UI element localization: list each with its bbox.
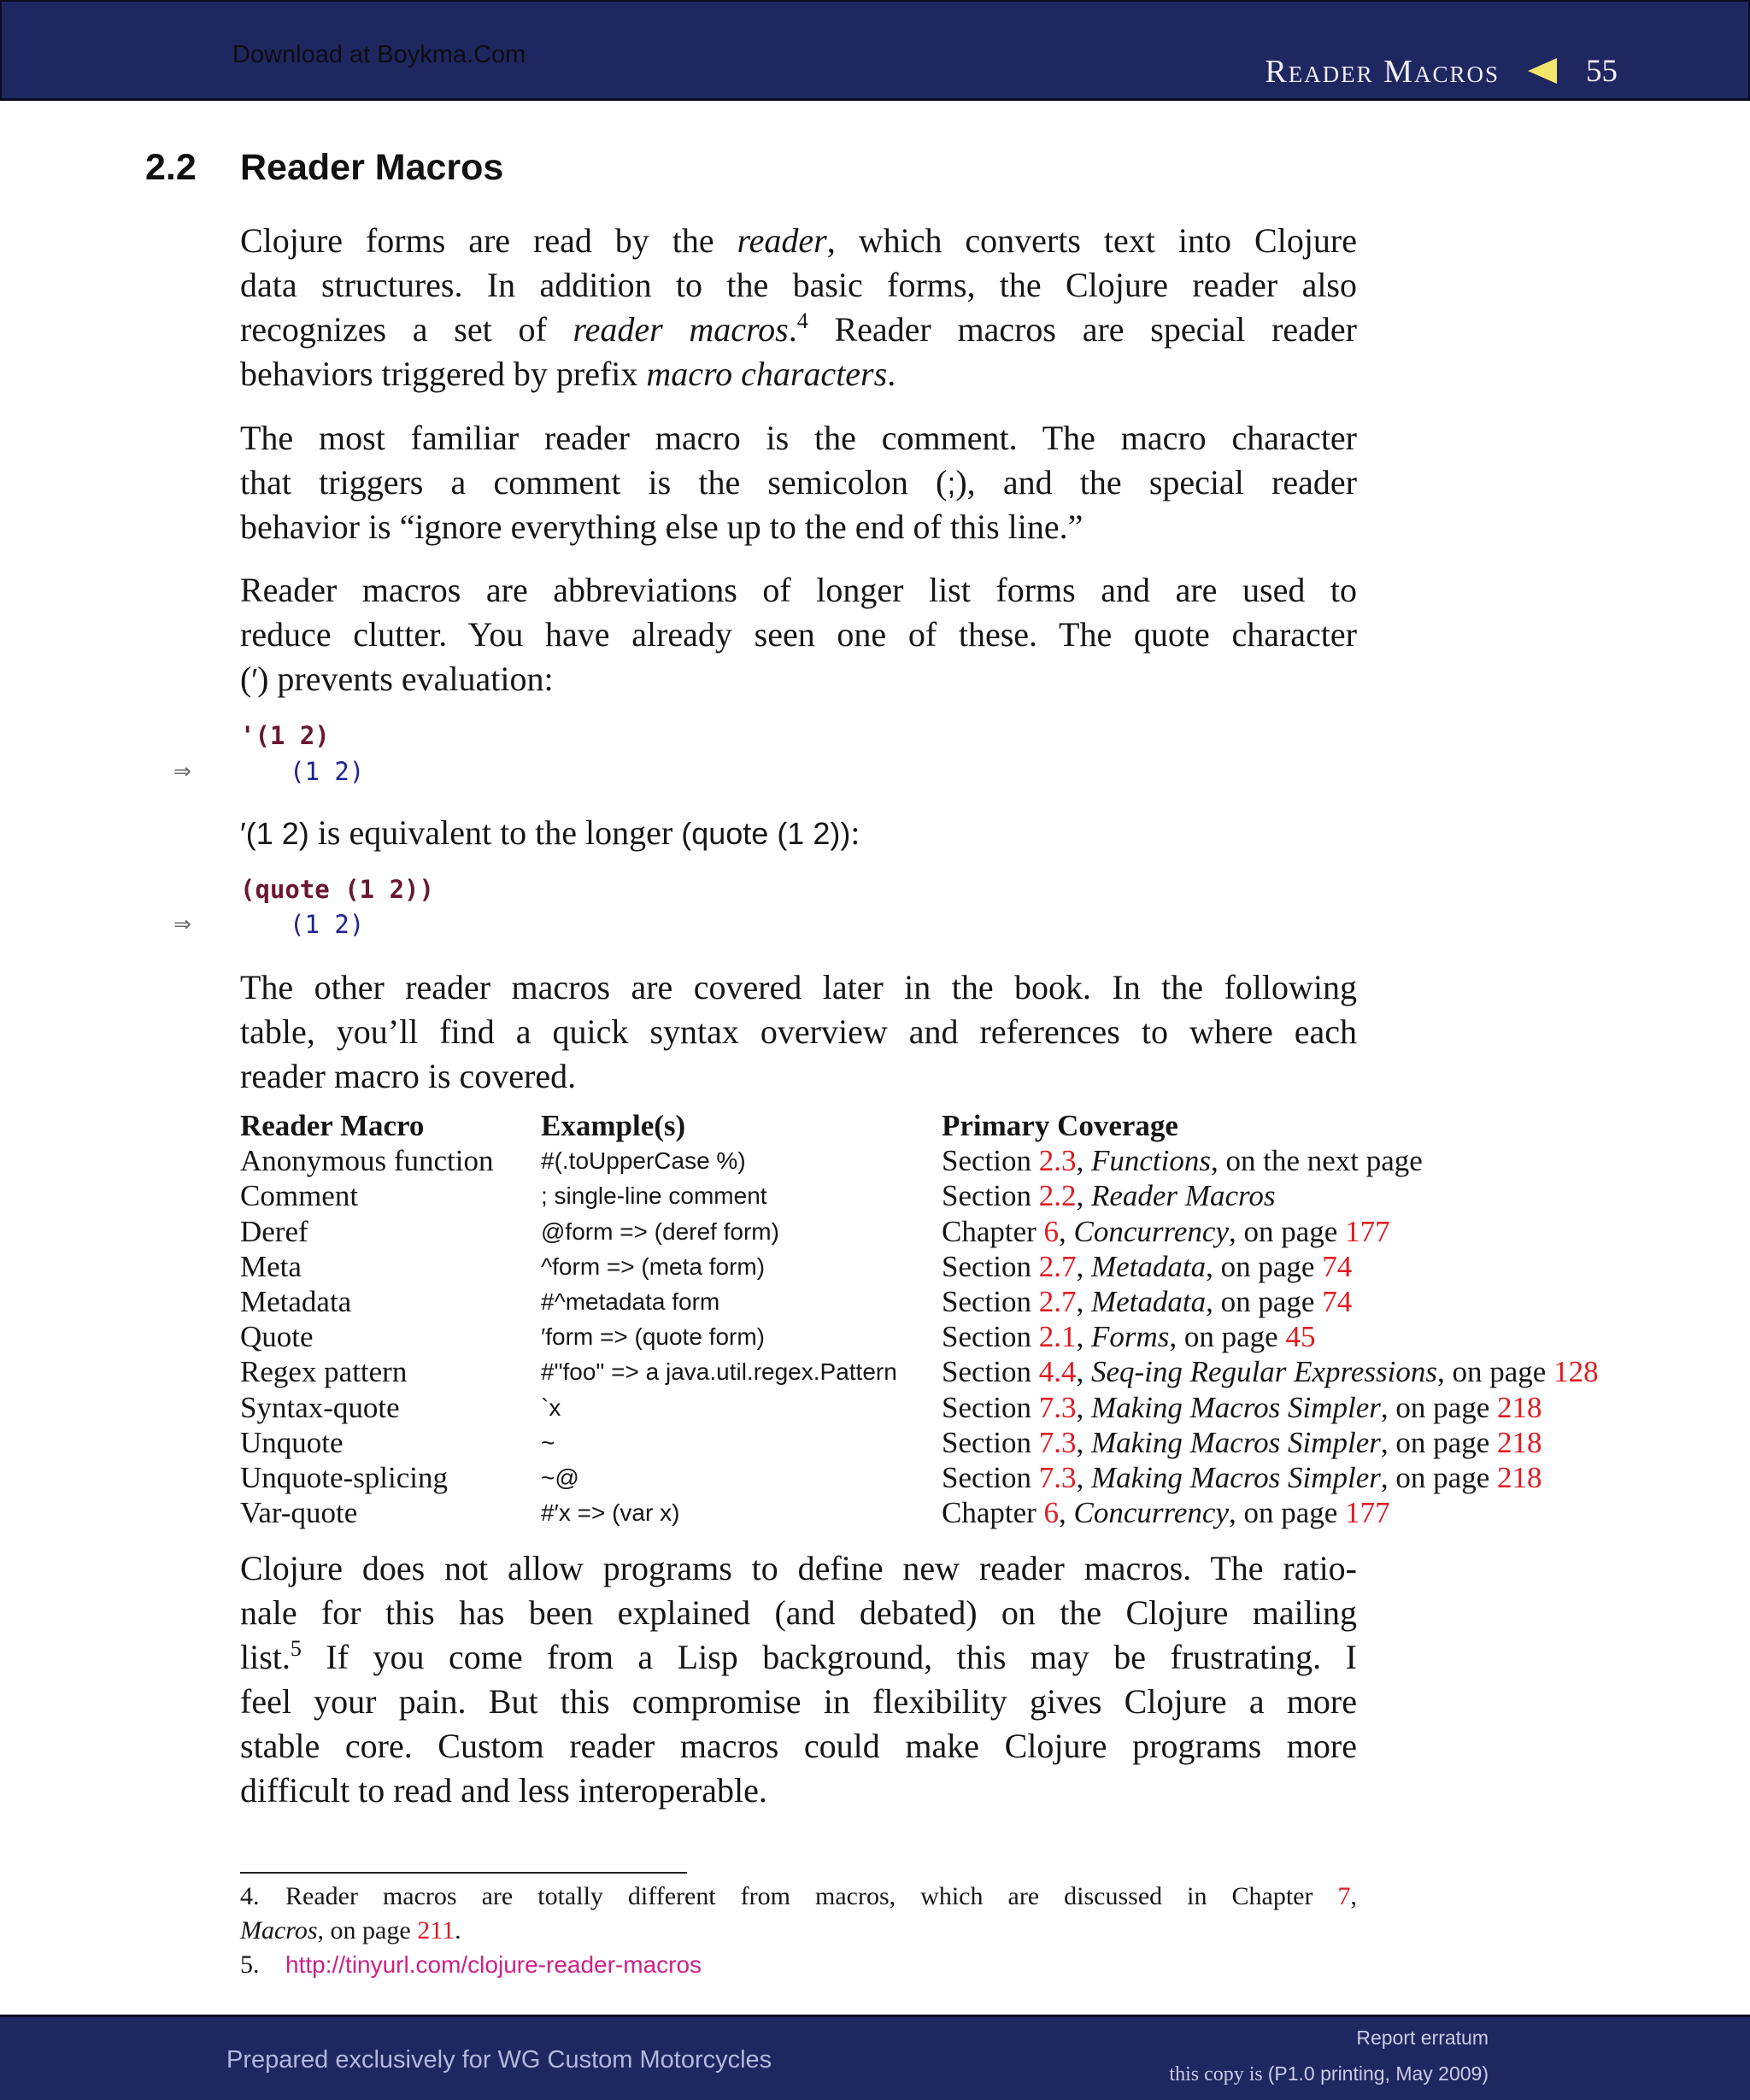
coverage-kind: Section: [942, 1355, 1039, 1389]
paragraph-line: [240, 965, 1357, 1010]
coverage-suffix: , on page: [1380, 1460, 1497, 1494]
text-segment: feel your pain. But this compromise in flexibility gives Clojure a more: [240, 1682, 1357, 1721]
footnote-reference: 4: [796, 308, 808, 333]
coverage-suffix: , on page: [1206, 1249, 1323, 1283]
reader-macro-table: [240, 1108, 1711, 1530]
text-segment: .: [788, 310, 797, 349]
coverage-suffix: , on page: [1380, 1425, 1497, 1459]
paragraph-line: [240, 1054, 1357, 1099]
table-row: [240, 1495, 1711, 1530]
text-segment: is equivalent to the longer: [308, 813, 682, 852]
coverage-separator: ,: [1076, 1249, 1091, 1283]
left-triangle-icon[interactable]: [1528, 58, 1557, 84]
text-segment: ) prevents evaluation:: [257, 660, 554, 698]
example-cell: ; single-line comment: [541, 1182, 767, 1210]
footnote-text: [285, 1880, 1357, 1914]
example-cell: ~@: [541, 1464, 579, 1491]
example-cell: #"foo" => a java.util.regex.Pattern: [541, 1358, 897, 1386]
coverage-title: Concurrency: [1073, 1214, 1229, 1248]
column-header-examples: Example(s): [541, 1109, 686, 1142]
coverage-title: Metadata: [1090, 1249, 1207, 1283]
inline-code: (quote (1 2)): [681, 816, 851, 851]
paragraph-no-custom-macros: [240, 1546, 1357, 1813]
paragraph-line: [240, 1680, 1357, 1724]
footnote-4-line: [240, 1880, 1357, 1914]
page-number-link[interactable]: 74: [1322, 1249, 1353, 1283]
coverage-suffix: , on page: [1228, 1214, 1346, 1248]
text-segment: reduce clutter. You have already seen one of these. The quote character: [240, 615, 1357, 654]
paragraph-line: [240, 416, 1357, 460]
coverage-cell: [942, 1178, 1711, 1213]
coverage-separator: ,: [1076, 1320, 1091, 1354]
coverage-kind: Section: [942, 1390, 1039, 1424]
copy-info-prefix: this copy is: [1169, 2063, 1268, 2085]
coverage-kind: Section: [942, 1249, 1039, 1283]
emphasis-text: macro characters: [646, 355, 888, 393]
text-segment: Clojure forms are read by the: [240, 221, 737, 260]
paragraph-reader-intro: [240, 219, 1357, 396]
chapter-number-link[interactable]: 6: [1043, 1496, 1060, 1530]
paragraph-line: [240, 613, 1357, 657]
coverage-suffix: , on page: [1228, 1496, 1346, 1530]
coverage-kind: Section: [942, 1460, 1039, 1494]
coverage-kind: Section: [942, 1179, 1039, 1213]
text-segment: behavior is “ignore everything else up to the end of this line.”: [240, 507, 1083, 546]
text-segment: The other reader macros are covered later in the book. In the following: [240, 968, 1357, 1006]
inline-code: ;: [947, 466, 956, 501]
text-segment: Reader macros are totally different from macros, which are discussed in Chapter: [285, 1882, 1338, 1910]
paragraph-line: [240, 263, 1357, 308]
example-cell: @form => (deref form): [541, 1217, 779, 1245]
paragraph-line: [240, 1591, 1357, 1635]
example-cell: ^form => (meta form): [541, 1252, 766, 1280]
example-cell: `x: [541, 1393, 561, 1421]
text-segment: ,: [1350, 1882, 1357, 1910]
coverage-cell: [942, 1284, 1711, 1319]
coverage-title: Forms: [1090, 1320, 1170, 1354]
coverage-title: Making Macros Simpler: [1090, 1460, 1381, 1494]
table-row: [240, 1354, 1711, 1389]
coverage-cell: [942, 1214, 1711, 1249]
text-segment: difficult to read and less interoperable.: [240, 1771, 767, 1810]
footnote-number: 5.: [240, 1950, 260, 1979]
emphasis-text: reader: [737, 221, 827, 260]
text-segment: nale for this has been explained (and debated) on the Clojure mailing: [240, 1593, 1357, 1632]
footnote-divider: [240, 1872, 687, 1874]
section-number-link[interactable]: 7.3: [1038, 1425, 1077, 1459]
section-number-link[interactable]: 2.1: [1038, 1320, 1077, 1354]
page-number-link[interactable]: 74: [1322, 1284, 1353, 1318]
coverage-cell: [942, 1495, 1711, 1530]
paragraph-table-intro: [240, 965, 1357, 1099]
table-row: [240, 1214, 1711, 1249]
page-number-link[interactable]: 218: [1497, 1390, 1542, 1424]
text-segment: data structures. In addition to the basic forms, the Clojure reader also: [240, 266, 1357, 304]
macro-name-cell: Quote: [240, 1320, 314, 1354]
paragraph-line: [240, 505, 1357, 549]
coverage-title: Reader Macros: [1090, 1179, 1276, 1213]
coverage-cell: [942, 1249, 1711, 1284]
paragraph-line: [240, 1546, 1357, 1591]
coverage-suffix: , on page: [1206, 1284, 1323, 1318]
section-number-link[interactable]: 4.4: [1038, 1355, 1077, 1389]
code-output: (1 2): [290, 757, 365, 786]
coverage-cell: [942, 1425, 1711, 1460]
macro-name-cell: Unquote-splicing: [240, 1460, 449, 1494]
text-segment: Reader macros are abbreviations of longer list forms and are used to: [240, 571, 1357, 609]
copy-info-printing: (P1.0 printing, May 2009): [1267, 2062, 1489, 2085]
table-row: [240, 1143, 1711, 1178]
coverage-kind: Section: [942, 1425, 1039, 1459]
text-segment: If you come from a Lisp background, this may be frustrating. I: [301, 1638, 1357, 1676]
text-segment: The most familiar reader macro is the comment. The macro character: [240, 419, 1357, 457]
text-segment: .: [887, 355, 896, 393]
copy-info: [1169, 2062, 1489, 2086]
macro-name-cell: Deref: [240, 1214, 308, 1248]
report-erratum-link[interactable]: Report erratum: [1356, 2027, 1489, 2049]
text-segment: (: [240, 660, 252, 698]
emphasis-text: Macros: [240, 1916, 318, 1945]
code-output: (1 2): [290, 910, 365, 939]
macro-name-cell: Meta: [240, 1249, 302, 1283]
paragraph-line: [240, 219, 1357, 263]
table-row: [240, 1178, 1711, 1213]
coverage-title: Metadata: [1090, 1284, 1207, 1318]
coverage-kind: Section: [942, 1284, 1039, 1318]
paragraph-line: [240, 1769, 1357, 1813]
coverage-cell: [942, 1319, 1711, 1354]
macro-name-cell: Syntax-quote: [240, 1390, 400, 1424]
text-segment: table, you’ll find a quick syntax overview and references to where each: [240, 1012, 1357, 1051]
table-row: [240, 1425, 1711, 1460]
footnote-number: 4.: [240, 1882, 260, 1910]
coverage-title: Concurrency: [1073, 1496, 1229, 1530]
page-number-link[interactable]: 177: [1345, 1496, 1390, 1530]
watermark-text: Download at Boykma.Com: [232, 41, 526, 68]
paragraph-comment: [240, 416, 1357, 549]
coverage-kind: Chapter: [942, 1496, 1044, 1530]
paragraph-line: [240, 657, 1357, 701]
paragraph-line: [240, 568, 1357, 613]
macro-name-cell: Regex pattern: [240, 1355, 408, 1389]
text-segment: , on page: [317, 1916, 418, 1945]
paragraph-line: [240, 308, 1357, 352]
coverage-separator: ,: [1059, 1496, 1074, 1530]
example-cell: #′x => (var x): [541, 1499, 680, 1527]
page-number-link[interactable]: 45: [1285, 1320, 1316, 1354]
section-number-link[interactable]: 2.3: [1038, 1144, 1077, 1178]
coverage-separator: ,: [1076, 1144, 1091, 1178]
footnotes: [240, 1880, 1357, 1982]
macro-name-cell: Comment: [240, 1179, 359, 1213]
coverage-kind: Section: [942, 1144, 1039, 1178]
text-segment: stable core. Custom reader macros could make Clojure programs more: [240, 1727, 1357, 1765]
coverage-suffix: , on page: [1437, 1355, 1554, 1389]
result-arrow-icon: ⇒: [173, 759, 191, 783]
example-cell: #^metadata form: [541, 1288, 720, 1315]
prepared-for-text: Prepared exclusively for WG Custom Motorcycles: [226, 2046, 772, 2074]
macro-name-cell: Var-quote: [240, 1496, 358, 1530]
table-row: [240, 1249, 1711, 1284]
text-segment: that triggers a comment is the semicolon (: [240, 463, 948, 502]
macro-name-cell: Unquote: [240, 1425, 344, 1459]
coverage-title: Making Macros Simpler: [1090, 1425, 1381, 1459]
section-number-link[interactable]: 2.7: [1038, 1284, 1077, 1318]
table-row: [240, 1319, 1711, 1354]
paragraph-line: [240, 1635, 1357, 1680]
text-segment: reader macro is covered.: [240, 1057, 577, 1095]
coverage-kind: Chapter: [942, 1214, 1044, 1248]
coverage-title: Making Macros Simpler: [1090, 1390, 1381, 1424]
example-cell: #(.toUpperCase %): [541, 1147, 746, 1175]
paragraph-abbreviations: [240, 568, 1357, 701]
section-number-link[interactable]: 7.3: [1038, 1390, 1077, 1424]
column-header-primary-coverage: Primary Coverage: [942, 1109, 1178, 1142]
text-segment: .: [455, 1916, 461, 1945]
coverage-separator: ,: [1076, 1355, 1091, 1389]
coverage-suffix: , on page: [1169, 1320, 1286, 1354]
section-number-link[interactable]: 7.3: [1038, 1460, 1077, 1494]
page-number-link[interactable]: 128: [1553, 1355, 1599, 1389]
text-segment: Clojure does not allow programs to define new reader macros. The ratio-: [240, 1549, 1357, 1587]
coverage-cell: [942, 1460, 1711, 1495]
table-row: [240, 1284, 1711, 1319]
text-segment: ), and the special reader: [955, 463, 1357, 502]
column-header-reader-macro: Reader Macro: [240, 1109, 425, 1142]
equivalence-sentence: [240, 811, 860, 856]
paragraph-line: [240, 352, 1357, 396]
coverage-cell: [942, 1143, 1711, 1178]
example-cell: ′form => (quote form): [541, 1323, 766, 1351]
inline-code: ′: [251, 662, 258, 697]
table-row: [240, 1390, 1711, 1425]
text-segment: behaviors triggered by prefix: [240, 355, 647, 393]
table-row: [240, 1460, 1711, 1495]
paragraph-line: [240, 460, 1357, 505]
code-input: '(1 2): [240, 721, 330, 750]
chapter-number-link[interactable]: 6: [1043, 1214, 1060, 1248]
coverage-separator: ,: [1076, 1179, 1091, 1213]
coverage-title: Seq-ing Regular Expressions: [1090, 1355, 1438, 1389]
coverage-cell: [942, 1390, 1711, 1425]
coverage-title: Functions: [1090, 1144, 1211, 1178]
footnote-4-continuation: [240, 1914, 1357, 1948]
footnote-reference: 5: [290, 1636, 302, 1661]
page-number-link[interactable]: 177: [1345, 1214, 1390, 1248]
running-title: Reader Macros: [1265, 54, 1500, 90]
chapter-number-link[interactable]: 7: [1337, 1882, 1351, 1910]
url-link[interactable]: http://tinyurl.com/clojure-reader-macros: [285, 1951, 702, 1978]
coverage-separator: ,: [1076, 1460, 1091, 1494]
coverage-separator: ,: [1076, 1284, 1091, 1318]
coverage-separator: ,: [1059, 1214, 1074, 1248]
paragraph-line: [240, 1724, 1357, 1769]
coverage-cell: [942, 1354, 1711, 1389]
example-cell: ~: [541, 1428, 555, 1456]
text-segment: recognizes a set of: [240, 310, 573, 349]
section-number-link[interactable]: 2.7: [1038, 1249, 1077, 1283]
macro-name-cell: Anonymous function: [240, 1144, 494, 1178]
footnote-5-line: [240, 1948, 1357, 1982]
page-number-link[interactable]: 218: [1497, 1425, 1542, 1459]
table-header-row: [240, 1108, 1711, 1143]
section-number-link[interactable]: 2.2: [1038, 1179, 1077, 1213]
coverage-suffix: , on the next page: [1210, 1144, 1423, 1178]
text-segment: :: [850, 813, 860, 852]
footnote-text: [285, 1948, 1357, 1982]
emphasis-text: reader macros: [573, 310, 789, 349]
page-number: 55: [1586, 54, 1618, 89]
coverage-separator: ,: [1076, 1425, 1091, 1459]
result-arrow-icon: ⇒: [173, 912, 191, 936]
text-segment: list.: [240, 1638, 291, 1676]
paragraph-line: [240, 1010, 1357, 1054]
section-number: 2.2: [145, 147, 197, 188]
page-number-link[interactable]: 218: [1497, 1460, 1542, 1494]
coverage-separator: ,: [1076, 1390, 1091, 1424]
text-segment: , which converts text into Clojure: [826, 221, 1358, 260]
coverage-kind: Section: [942, 1320, 1039, 1354]
inline-code: ′(1 2): [240, 816, 309, 851]
section-title: Reader Macros: [240, 147, 504, 188]
macro-name-cell: Metadata: [240, 1284, 352, 1318]
text-segment: Reader macros are special reader: [807, 310, 1358, 349]
page-number-link[interactable]: 211: [417, 1916, 455, 1945]
code-input: (quote (1 2)): [240, 875, 434, 904]
coverage-suffix: , on page: [1380, 1390, 1497, 1424]
